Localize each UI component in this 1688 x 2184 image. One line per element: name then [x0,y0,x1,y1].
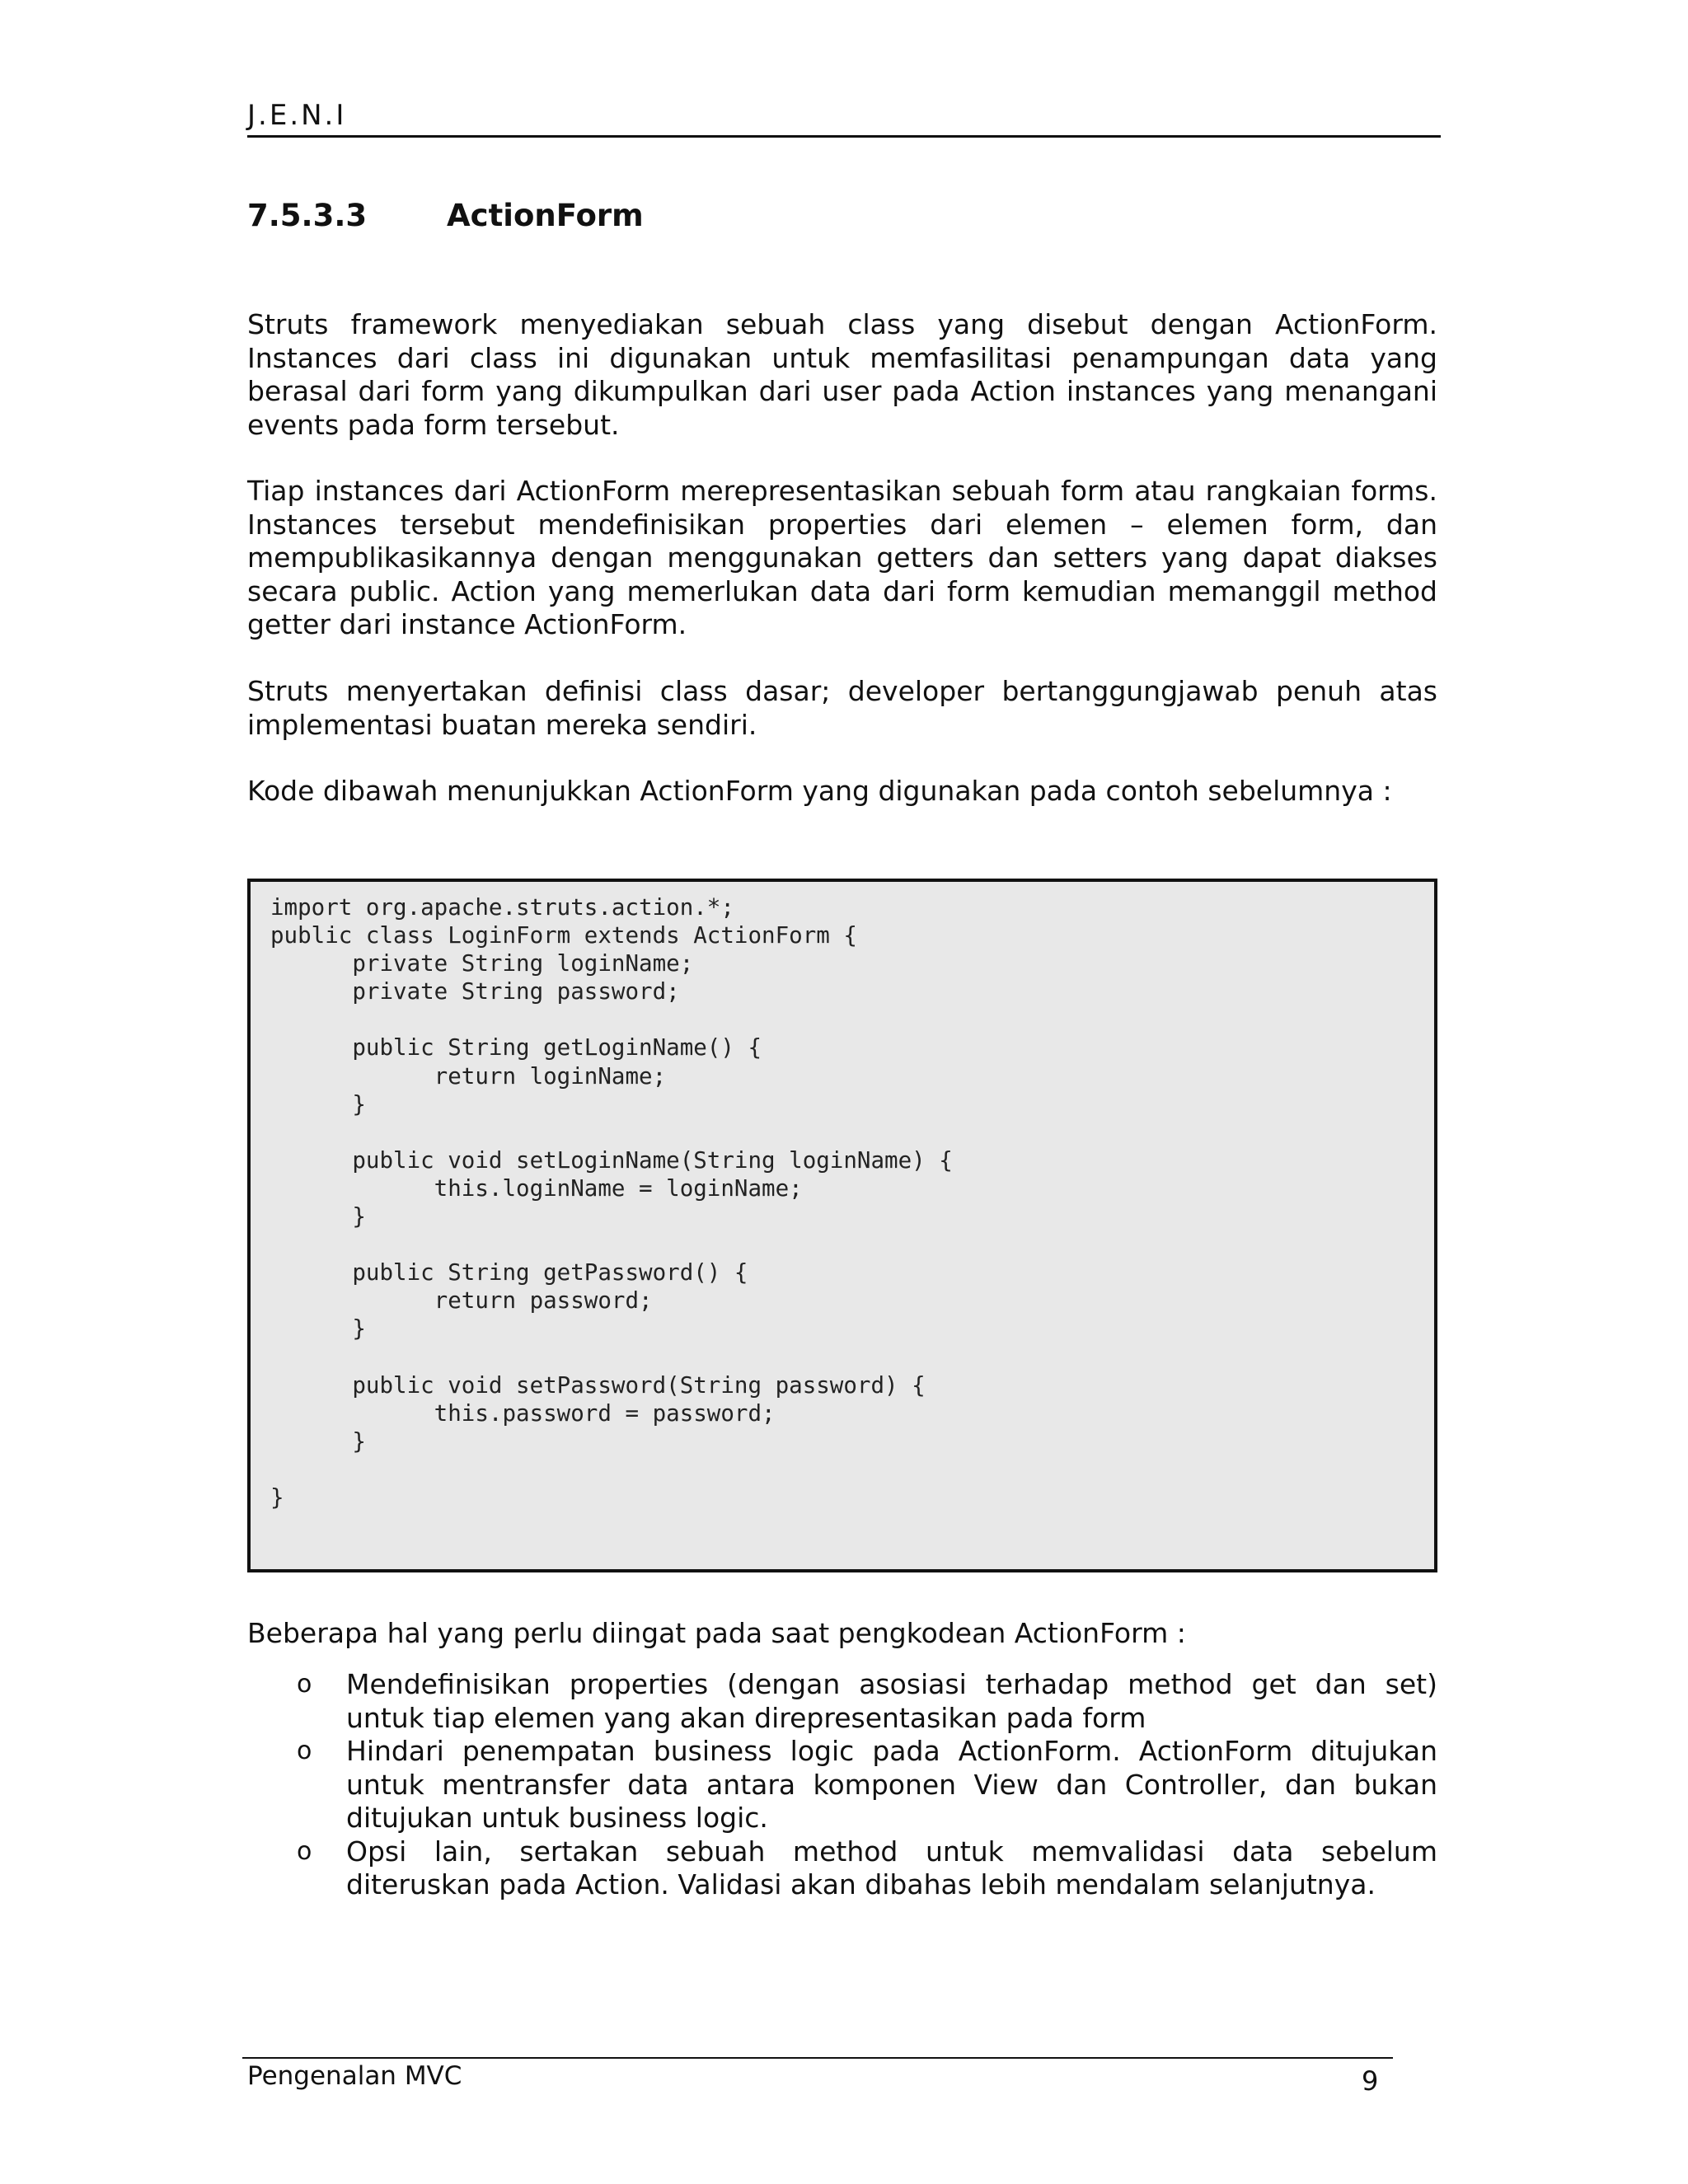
section-title: ActionForm [447,198,644,233]
code-line [270,1005,1414,1033]
code-block [247,879,1437,1572]
code-line: return password; [270,1287,653,1315]
notes-intro: Beberapa hal yang perlu diingat pada saat pengkodean ActionForm : [247,1617,1186,1649]
bullet-marker: o [297,1836,312,1866]
code-line: public void setLoginName(String loginName) { [270,1146,953,1174]
list-item [247,1735,1437,1835]
list-item-text: Hindari penempatan business logic pada ActionForm. ActionForm ditujukan untuk mentransfer data antara komponen View dan Controller, dan bukan ditujukan untuk business logic. [346,1735,1437,1834]
bullet-marker: o [297,1670,312,1699]
code-line: import org.apache.struts.action.*; [270,894,734,921]
code-line [270,1343,1414,1371]
code-line: public String getLoginName() { [270,1034,762,1062]
list-item-text: Opsi lain, sertakan sebuah method untuk memvalidasi data sebelum diteruskan pada Action. Validasi akan dibahas lebih mendalam selanjutnya. [346,1835,1437,1900]
code-line: return loginName; [270,1062,667,1090]
code-line [270,1455,1414,1483]
code-line: public void setPassword(String password) { [270,1371,926,1399]
code-line: } [270,1483,284,1511]
code-line: } [270,1427,366,1455]
code-line [270,1230,1414,1258]
code-line: } [270,1315,366,1343]
paragraph-actionform-intro: Struts framework menyediakan sebuah class yang disebut dengan ActionForm. Instances dari class ini digunakan untuk memfasilitasi penampungan data yang berasal dari form yang dikumpulkan dari user pada Action instances yang menangani events pada form tersebut. [247,308,1437,441]
header-divider [247,135,1441,138]
code-line: this.loginName = loginName; [270,1174,803,1202]
footer-divider [242,2057,1393,2059]
code-line: } [270,1203,366,1230]
page-number: 9 [1362,2065,1379,2097]
code-line [270,1118,1414,1146]
paragraph-base-class: Struts menyertakan definisi class dasar; developer bertanggungjawab penuh atas implementasi buatan mereka sendiri. [247,675,1437,741]
section-heading [247,198,644,234]
footer-title: Pengenalan MVC [247,2061,462,2091]
paragraph-code-intro: Kode dibawah menunjukkan ActionForm yang digunakan pada contoh sebelumnya : [247,775,1392,807]
section-number: 7.5.3.3 [247,198,368,233]
list-item [247,1668,1437,1735]
list-item [247,1835,1437,1902]
list-item-text: Mendefinisikan properties (dengan asosiasi terhadap method get dan set) untuk tiap elemen yang akan direpresentasikan pada form [346,1668,1437,1734]
paragraph-actionform-instances: Tiap instances dari ActionForm merepresentasikan sebuah form atau rangkaian forms. Instances tersebut mendefinisikan properties dari elemen – elemen form, dan mempublikasikannya dengan menggunakan getters dan setters yang dapat diakses secara public. Action yang memerlukan data dari form kemudian memanggil method getter dari instance ActionForm. [247,475,1437,640]
code-line: private String password; [270,978,680,1005]
code-line: private String loginName; [270,950,694,977]
code-line: public class LoginForm extends ActionForm { [270,922,857,949]
code-line: } [270,1090,366,1118]
code-line: this.password = password; [270,1399,776,1427]
notes-list [247,1668,1437,1902]
bullet-marker: o [297,1736,312,1765]
code-line: public String getPassword() { [270,1259,748,1286]
page-header-title: J.E.N.I [247,99,347,132]
